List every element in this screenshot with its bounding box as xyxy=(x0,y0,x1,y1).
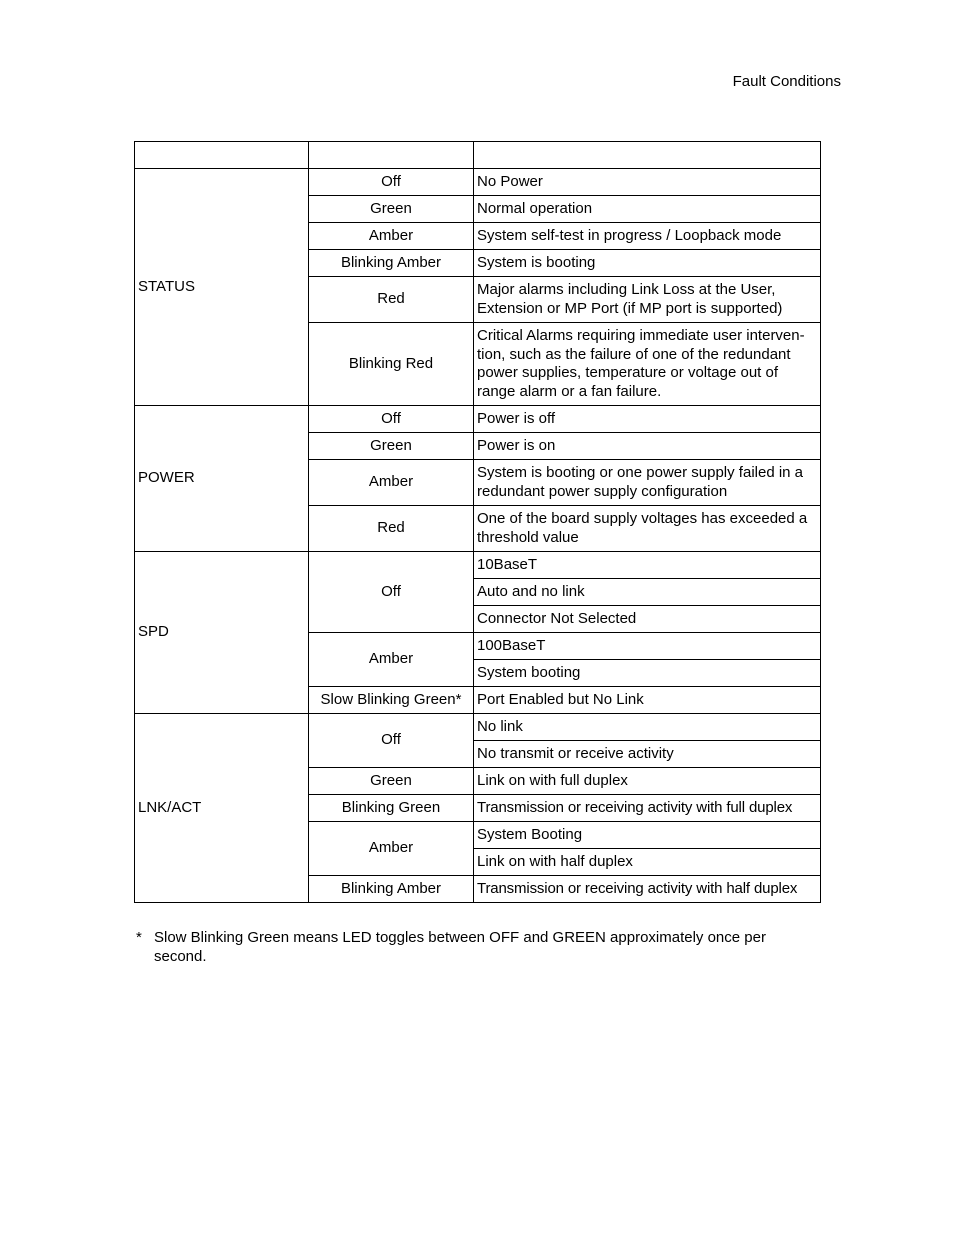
led-state-cell: Green xyxy=(309,433,474,460)
led-state-cell: Red xyxy=(309,277,474,323)
led-state-cell: Off xyxy=(309,552,474,633)
led-state-cell: Blinking Amber xyxy=(309,876,474,903)
footnote-text: Slow Blinking Green means LED toggles between OFF and GREEN approximately once per second. xyxy=(154,929,766,965)
table-row xyxy=(135,406,821,433)
led-description-cell: System booting xyxy=(474,660,821,687)
led-state-cell: Green xyxy=(309,196,474,223)
header-cell-led xyxy=(135,142,309,169)
led-description-cell: Transmission or receiving activity with full duplex xyxy=(474,795,821,822)
led-description-cell: Major alarms including Link Loss at the User, Extension or MP Port (if MP port is supported) xyxy=(474,277,821,323)
led-state-cell: Red xyxy=(309,506,474,552)
led-description-cell: No link xyxy=(474,714,821,741)
led-description-cell: System self-test in progress / Loopback mode xyxy=(474,223,821,250)
led-state-cell: Amber xyxy=(309,223,474,250)
table-row xyxy=(135,714,821,741)
table-row xyxy=(135,169,821,196)
led-state-cell: Blinking Green xyxy=(309,795,474,822)
led-description-cell: Normal operation xyxy=(474,196,821,223)
led-state-cell: Off xyxy=(309,169,474,196)
led-description-cell: System is booting xyxy=(474,250,821,277)
led-description-cell: Auto and no link xyxy=(474,579,821,606)
led-description-cell: One of the board supply voltages has exceeded a threshold value xyxy=(474,506,821,552)
led-description-cell: No Power xyxy=(474,169,821,196)
table-footnote xyxy=(136,928,806,966)
led-state-cell: Blinking Red xyxy=(309,323,474,406)
led-state-cell: Off xyxy=(309,714,474,768)
led-description-cell: System is booting or one power supply failed in a redundant power supply configuration xyxy=(474,460,821,506)
header-cell-state xyxy=(309,142,474,169)
running-header-section-title: Fault Conditions xyxy=(732,73,841,90)
led-state-cell: Blinking Amber xyxy=(309,250,474,277)
led-name-lnk-act: LNK/ACT xyxy=(135,714,309,903)
led-description-cell: No transmit or receive activity xyxy=(474,741,821,768)
led-status-table xyxy=(134,141,821,903)
led-name-power: POWER xyxy=(135,406,309,552)
led-state-cell: Slow Blinking Green* xyxy=(309,687,474,714)
led-name-status: STATUS xyxy=(135,169,309,406)
led-state-cell: Amber xyxy=(309,460,474,506)
led-description-cell: Port Enabled but No Link xyxy=(474,687,821,714)
led-description-cell: Power is on xyxy=(474,433,821,460)
led-description-cell: Critical Alarms requiring immediate user interven-tion, such as the failure of one of the redundant power supplies, temperature or voltage out of range alarm or a fan failure. xyxy=(474,323,821,406)
led-description-cell: Transmission or receiving activity with half duplex xyxy=(474,876,821,903)
table-header-row xyxy=(135,142,821,169)
led-description-cell: Power is off xyxy=(474,406,821,433)
led-description-cell: Link on with half duplex xyxy=(474,849,821,876)
footnote-marker: * xyxy=(136,929,142,946)
header-cell-description xyxy=(474,142,821,169)
led-state-cell: Amber xyxy=(309,822,474,876)
led-state-cell: Off xyxy=(309,406,474,433)
led-name-spd: SPD xyxy=(135,552,309,714)
led-state-cell: Amber xyxy=(309,633,474,687)
led-description-cell: 100BaseT xyxy=(474,633,821,660)
led-description-cell: Link on with full duplex xyxy=(474,768,821,795)
led-state-cell: Green xyxy=(309,768,474,795)
table-row xyxy=(135,552,821,579)
led-description-cell: System Booting xyxy=(474,822,821,849)
led-description-cell: 10BaseT xyxy=(474,552,821,579)
led-description-cell: Connector Not Selected xyxy=(474,606,821,633)
